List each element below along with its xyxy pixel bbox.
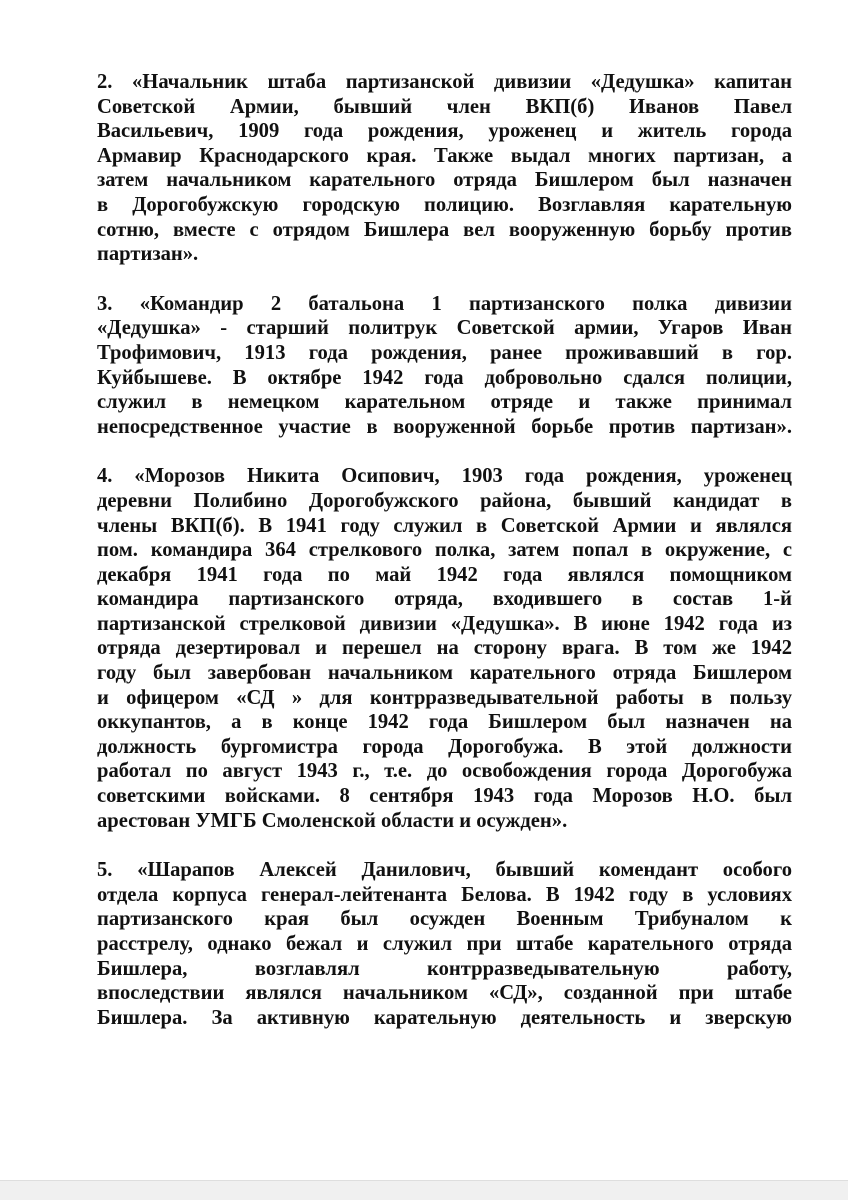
paragraph-gap <box>97 267 792 292</box>
text-line: оккупантов, а в конце 1942 года Бишлером был назначен на <box>97 711 792 734</box>
text-line: члены ВКП(б). В 1941 году служил в Советской Армии и являлся <box>97 514 792 537</box>
text-line: отдела корпуса генерал-лейтенанта Белова. В 1942 году в условиях <box>97 883 792 906</box>
text-line: декабря 1941 года по май 1942 года являлся помощником <box>97 563 792 586</box>
text-line: затем начальником карательного отряда Бишлером был назначен <box>97 169 792 192</box>
text-line: Бишлера, возглавлял контрразведывательную работу, <box>97 957 792 980</box>
text-line: 5. «Шарапов Алексей Данилович, бывший комендант особого <box>97 859 792 882</box>
text-line: должность бургомистра города Дорогобужа. В этой должности <box>97 735 792 758</box>
paragraph-4 <box>97 464 792 833</box>
text-line: партизанской стрелковой дивизии «Дедушка». В июне 1942 года из <box>97 612 792 635</box>
text-line: «Дедушка» - старший политрук Советской армии, Угаров Иван <box>97 317 792 340</box>
text-line: деревни Полибино Дорогобужского района, бывший кандидат в <box>97 489 792 512</box>
text-line: Советской Армии, бывший член ВКП(б) Иванов Павел <box>97 95 792 118</box>
text-line: партизан». <box>97 243 199 266</box>
text-line: партизанского края был осужден Военным Трибуналом к <box>97 908 792 931</box>
text-line: в Дорогобужскую городскую полицию. Возглавляя карательную <box>97 193 792 216</box>
text-line: Куйбышеве. В октябре 1942 года добровольно сдался полиции, <box>97 366 792 389</box>
text-line: Бишлера. За активную карательную деятельность и зверскую <box>97 1006 792 1029</box>
text-line: расстрелу, однако бежал и служил при штабе карательного отряда <box>97 933 792 955</box>
text-line: отряда дезертировал и перешел на сторону врага. В том же 1942 <box>97 637 792 660</box>
page-bottom-edge <box>0 1180 848 1200</box>
text-line: 3. «Командир 2 батальона 1 партизанского полка дивизии <box>97 292 792 315</box>
text-line: 4. «Морозов Никита Осипович, 1903 года рождения, уроженец <box>97 465 792 488</box>
text-line: Васильевич, 1909 года рождения, уроженец и житель города <box>97 120 792 143</box>
text-line: советскими войсками. 8 сентября 1943 года Морозов Н.О. был <box>97 785 792 808</box>
text-line: работал по август 1943 г., т.е. до освобождения города Дорогобужа <box>97 760 792 783</box>
text-line: пом. командира 364 стрелкового полка, затем попал в окружение, с <box>97 539 792 562</box>
text-line: сотню, вместе с отрядом Бишлера вел вооруженную борьбу против <box>97 218 792 241</box>
text-line: 2. «Начальник штаба партизанской дивизии «Дедушка» капитан <box>97 71 792 93</box>
text-line: Армавир Краснодарского края. Также выдал многих партизан, а <box>97 144 792 167</box>
text-line: Трофимович, 1913 года рождения, ранее проживавший в гор. <box>97 341 792 364</box>
text-line: и офицером «СД » для контрразведывательной работы в пользу <box>97 686 792 709</box>
text-line: впоследствии являлся начальником «СД», созданной при штабе <box>97 982 792 1005</box>
paragraph-gap <box>97 439 792 464</box>
paragraph-3 <box>97 292 792 440</box>
paragraph-2 <box>97 70 792 267</box>
text-line: непосредственное участие в вооруженной борьбе против партизан». <box>97 415 792 438</box>
text-line: служил в немецком карательном отряде и также принимал <box>97 391 792 414</box>
text-line: году был завербован начальником карательного отряда Бишлером <box>97 662 792 685</box>
text-line: арестован УМГБ Смоленской области и осужден». <box>97 809 568 832</box>
text-line: командира партизанского отряда, входившего в состав 1-й <box>97 588 792 611</box>
paragraph-5 <box>97 858 792 1030</box>
paragraph-gap <box>97 833 792 858</box>
